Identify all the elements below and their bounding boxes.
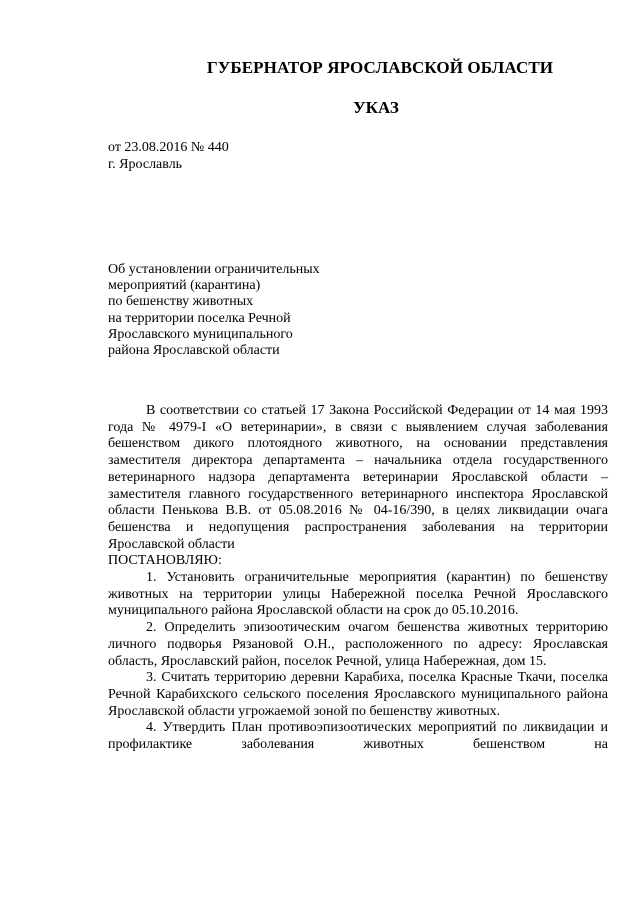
subject-line: Об установлении ограничительных [108, 262, 320, 277]
preamble-paragraph: В соответствии со статьей 17 Закона Российской Федерации от 14 мая 1993 года № 4979-I «О ветеринарии», в связи с выявлением случая заболевания бешенством дикого плотоядного животного, на основании представления заместителя директора департамента – начальника отдела государственного ветеринарного надзора департамента ветеринарии Ярославской области – заместителя главного государственного ветеринарного инспектора Ярославской области Пенькова В.В. от 05.08.2016 № 04-16/390, в целях ликвидации очага бешенства и недопущения распространения заболевания на территории Ярославской области [108, 403, 608, 552]
document-body [108, 403, 608, 754]
decree-word: ПОСТАНОВЛЯЮ: [108, 553, 222, 569]
decree-item: 2. Определить эпизоотическим очагом бешенства животных территорию личного подворья Рязановой О.Н., расположенного по адресу: Ярославская область, Ярославский район, поселок Речной, улица Набережная, дом 15. [108, 620, 608, 669]
date-number: от 23.08.2016 № 440 [108, 140, 229, 155]
decree-item: 4. Утвердить План противоэпизоотических мероприятий по ликвидации и профилактике заболевания животных бешенством на [108, 720, 608, 753]
subject-line: района Ярославской области [108, 343, 280, 359]
document-type: УКАЗ [353, 98, 399, 117]
subject-line: мероприятий (карантина) [108, 278, 261, 294]
document-subject [108, 262, 320, 359]
subject-line: на территории поселка Речной [108, 310, 291, 326]
document-meta [108, 139, 229, 173]
issuer-title: ГУБЕРНАТОР ЯРОСЛАВСКОЙ ОБЛАСТИ [206, 58, 554, 77]
decree-item: 1. Установить ограничительные мероприятия (карантин) по бешенству животных на территории улицы Набережной поселка Речной Ярославского муниципального района Ярославской области на срок до 05.10.2016. [108, 570, 608, 619]
city: г. Ярославль [108, 157, 183, 172]
decree-item: 3. Считать территорию деревни Карабиха, поселка Красные Ткачи, поселка Речной Карабихского сельского поселения Ярославского муниципального района Ярославской области угрожаемой зоной по бешенству животных. [108, 670, 608, 719]
subject-line: Ярославского муниципального [108, 326, 293, 342]
subject-line: по бешенству животных [108, 294, 254, 310]
